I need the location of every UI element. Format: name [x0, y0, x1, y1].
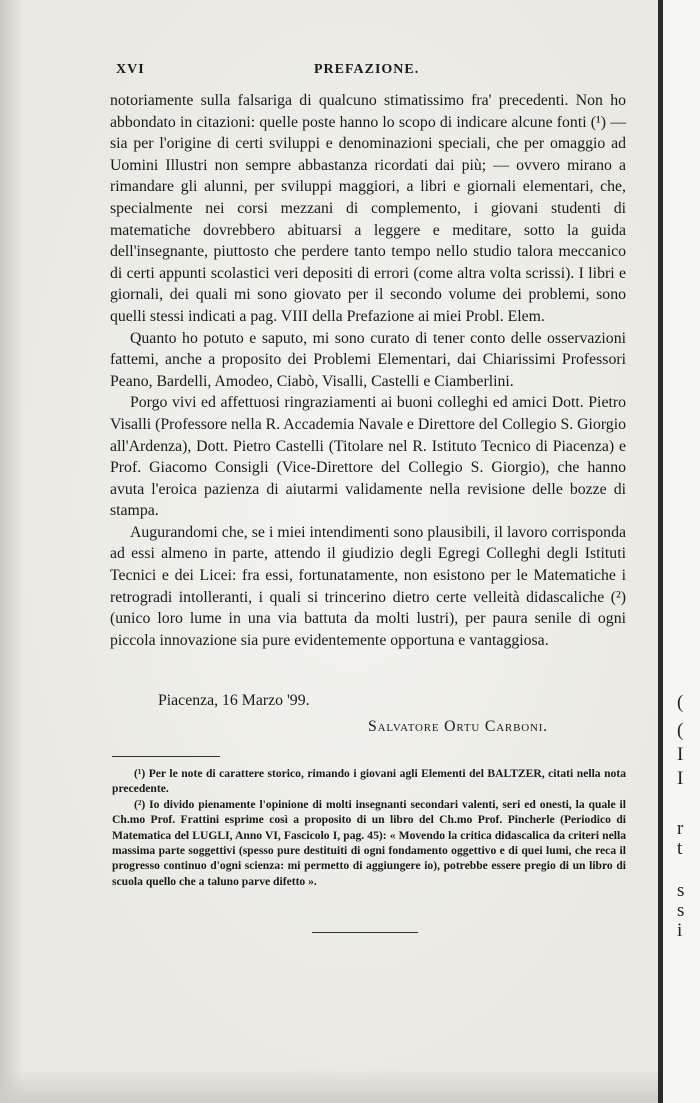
place-date: Piacenza, 16 Marzo '99. — [158, 692, 310, 709]
margin-fragment: s — [677, 880, 685, 901]
page-left-edge-shadow — [0, 0, 22, 1103]
adjacent-page-strip — [658, 0, 700, 1103]
page-bottom-edge-shadow — [0, 1069, 700, 1103]
paragraph-acknowledged-professors: Quanto ho potuto e saputo, mi sono curato di tener conto delle osservazioni fattemi, anche a proposito dei Problemi Elementari, dai Chiarissimi Professori Peano, Bardelli, Amodeo, Ciabò, Visalli, Castelli e Ciamberlini. — [110, 329, 626, 390]
footnotes — [112, 766, 626, 889]
margin-fragment: s — [677, 900, 685, 921]
paragraph-closing: Augurandomi che, se i miei intendimenti sono plausibili, il lavoro corrisponda ad essi almeno in parte, attendo il giudizio degli Egregi Colleghi degli Istituti Tecnici e dei Licei: fra essi, fortunatamente, non esistono per le Matematiche i retrogradi intolleranti, i quali si trincerino dietro certe velleità didascaliche (²) (unico loro lume in una via battuta da molti lustri), per paura senile di ogni piccola innovazione sia pure evidentemente opportuna e vantaggiosa. — [110, 523, 626, 649]
margin-fragment: i — [677, 920, 683, 941]
footnote-separator — [112, 756, 220, 757]
margin-fragment: ( — [677, 692, 684, 713]
running-title: PREFAZIONE. — [314, 62, 420, 77]
footnote-1: (¹) Per le note di carattere storico, rimando i giovani agli Elementi del BALTZER, citati nella nota precedente. — [112, 767, 626, 796]
end-rule — [312, 932, 418, 933]
margin-fragment: t — [677, 838, 683, 859]
page-number: XVI — [116, 62, 145, 77]
paragraph-continuation: notoriamente sulla falsariga di qualcuno stimatissimo fra' precedenti. Non ho abbondato in citazioni: quelle poste hanno lo scopo di indicare alcune fonti (¹) — sia per l'origine di certi sviluppi e denominazioni speciali, che per omaggio ad Uomini Illustri non sempre abbastanza ricordati dai più; — ovvero mirano a rimandare gli alunni, per sviluppi maggiori, a libri e giornali elementari, che, specialmente nei corsi mezzani di complemento, i giovani studenti di matematiche dovrebbero abituarsi a leggere e meditare, sotto la guida dell'insegnante, piuttosto che perdere tanto tempo nello studio talora meccanico di certi appunti scolastici veri depositi di errori (come altra volta scrissi). I libri e giornali, dei quali mi sono giovato per il secondo volume dei problemi, sono quelli stessi indicati a pag. VIII della Prefazione ai miei Probl. Elem. — [110, 92, 626, 325]
margin-fragment: ( — [677, 720, 684, 741]
margin-fragment: I — [677, 768, 684, 789]
footnote-2: (²) Io divido pienamente l'opinione di molti insegnanti secondari valenti, seri ed onesti, la quale il Ch.mo Prof. Frattini esprime così a proposito di un libro del Ch.mo Prof. Pincherle (Periodico di Matematica del LUGLI, Anno VI, Fascicolo I, pag. 45): « Movendo la critica didascalica da criteri nella massima parte soggettivi (spesso pure destituiti di ogni fondamento oggettivo e di quei lumi, che reca il progresso continuo d'ogni scienza: mi permetto di aggiungere io), potrebbe essere pregio di un libro di scuola quello che a taluno parve difetto ». — [112, 797, 626, 888]
author-signature: Salvatore Ortu Carboni. — [368, 718, 548, 735]
margin-fragment: r — [677, 818, 684, 839]
margin-fragment: I — [677, 744, 684, 765]
body-text — [110, 90, 626, 651]
paragraph-thanks: Porgo vivi ed affettuosi ringraziamenti ai buoni colleghi ed amici Dott. Pietro Visalli (Professore nella R. Accademia Navale e Direttore del Collegio S. Giorgio all'Ardenza), Dott. Pietro Castelli (Titolare nel R. Istituto Tecnico di Piacenza) e Prof. Giacomo Consigli (Vice-Direttore del Collegio S. Giorgio), che hanno avuta l'eroica pazienza di aiutarmi validamente nella revisione delle bozze di stampa. — [110, 394, 626, 520]
page-header — [116, 62, 626, 84]
